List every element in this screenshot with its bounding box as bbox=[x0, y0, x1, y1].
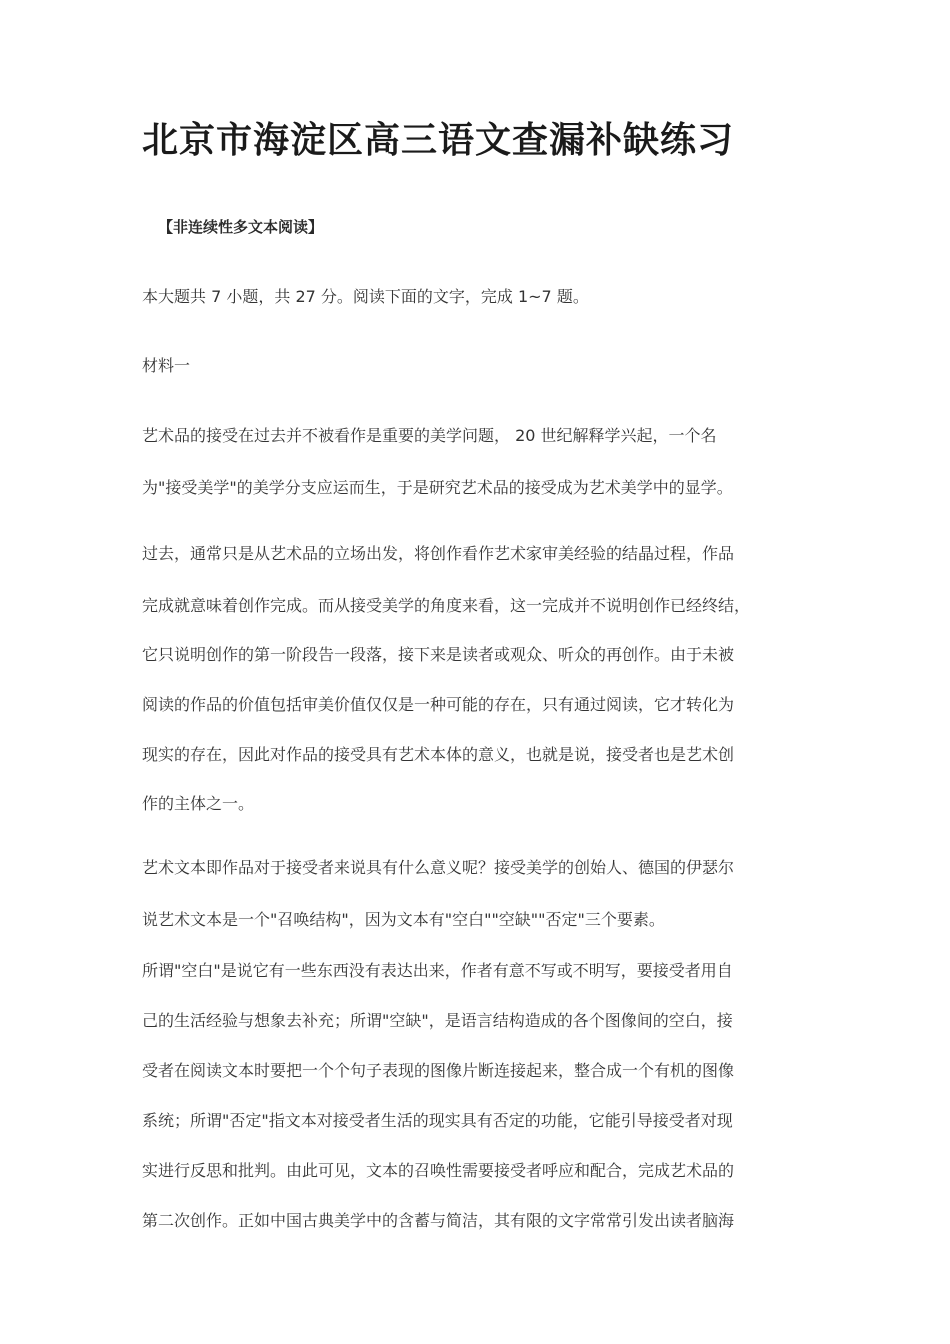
body-line: 艺术品的接受在过去并不被看作是重要的美学问题， 20 世纪解释学兴起，一个名 bbox=[142, 426, 717, 445]
body-line: 艺术文本即作品对于接受者来说具有什么意义呢？接受美学的创始人、德国的伊瑟尔 bbox=[142, 858, 735, 877]
section-heading: 【非连续性多文本阅读】 bbox=[158, 218, 324, 236]
intro-text: 本大题共 7 小题，共 27 分。阅读下面的文字，完成 1~7 题。 bbox=[142, 287, 589, 306]
body-line: 己的生活经验与想象去补充；所谓"空缺"，是语言结构造成的各个图像间的空白，接 bbox=[142, 1011, 733, 1030]
body-line: 所谓"空白"是说它有一些东西没有表达出来，作者有意不写或不明写，要接受者用自 bbox=[142, 961, 733, 980]
body-line: 系统；所谓"否定"指文本对接受者生活的现实具有否定的功能，它能引导接受者对现 bbox=[142, 1111, 733, 1130]
body-line: 它只说明创作的第一阶段告一段落，接下来是读者或观众、听众的再创作。由于未被 bbox=[142, 645, 735, 664]
body-line: 为"接受美学"的美学分支应运而生，于是研究艺术品的接受成为艺术美学中的显学。 bbox=[142, 478, 733, 497]
body-line: 说艺术文本是一个"召唤结构"，因为文本有"空白""空缺""否定"三个要素。 bbox=[142, 910, 665, 929]
body-line: 作的主体之一。 bbox=[142, 794, 255, 813]
material-label: 材料一 bbox=[142, 356, 191, 375]
body-line: 阅读的作品的价值包括审美价值仅仅是一种可能的存在，只有通过阅读，它才转化为 bbox=[142, 695, 735, 714]
body-line: 完成就意味着创作完成。而从接受美学的角度来看，这一完成并不说明创作已经终结， bbox=[142, 596, 751, 615]
body-line: 受者在阅读文本时要把一个个句子表现的图像片断连接起来，整合成一个有机的图像 bbox=[142, 1061, 735, 1080]
body-line: 第二次创作。正如中国古典美学中的含蓄与简洁，其有限的文字常常引发出读者脑海 bbox=[142, 1211, 735, 1230]
body-line: 过去，通常只是从艺术品的立场出发，将创作看作艺术家审美经验的结晶过程，作品 bbox=[142, 544, 735, 563]
body-line: 实进行反思和批判。由此可见，文本的召唤性需要接受者呼应和配合，完成艺术品的 bbox=[142, 1161, 735, 1180]
body-line: 现实的存在，因此对作品的接受具有艺术本体的意义，也就是说，接受者也是艺术创 bbox=[142, 745, 735, 764]
page-title: 北京市海淀区高三语文查漏补缺练习 bbox=[142, 120, 735, 161]
